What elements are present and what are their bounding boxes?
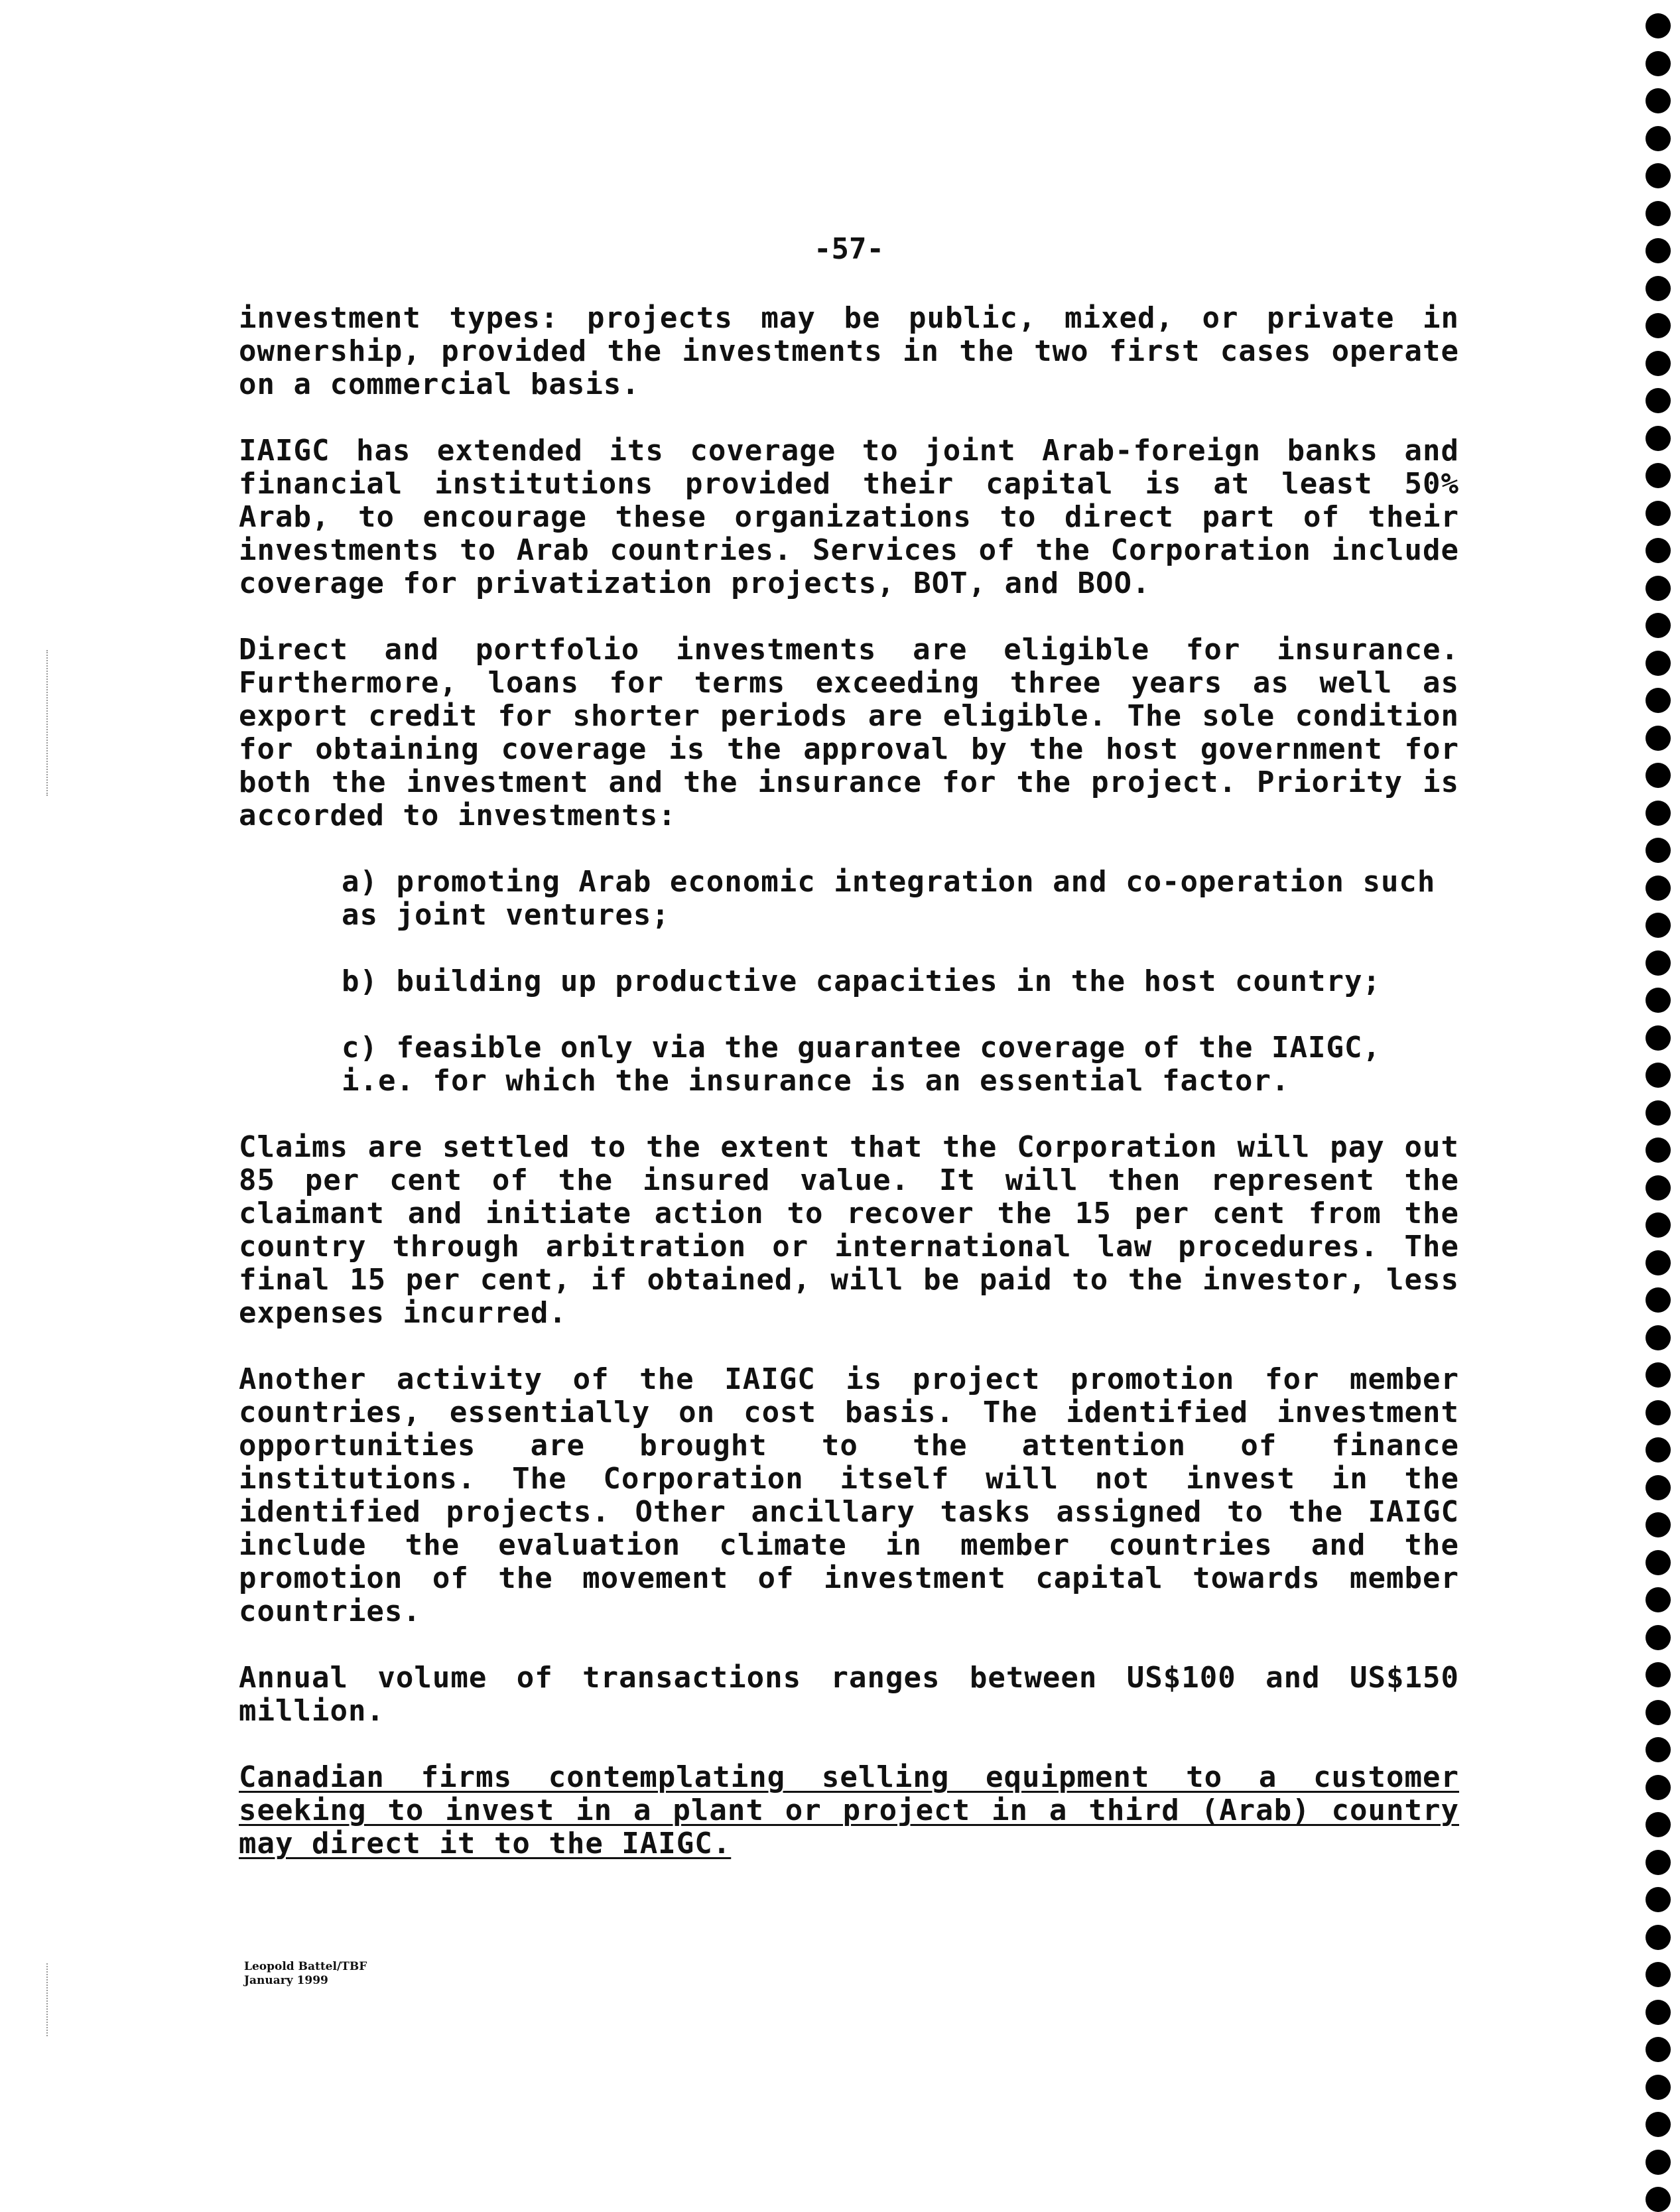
binding-hole [1646,651,1671,676]
binding-hole [1646,726,1671,751]
list-item-b: b) building up productive capacities in the host country; [342,964,1381,998]
footer-author: Leopold Battel/TBF [244,1960,367,1973]
binding-hole [1646,988,1671,1013]
binding-hole [1646,2150,1671,2175]
binding-hole [1646,1775,1671,1800]
binding-hole [1646,501,1671,526]
binding-hole [1646,1812,1671,1837]
binding-hole [1646,2187,1671,2212]
binding-hole [1646,276,1671,301]
binding-hole [1646,763,1671,788]
binding-hole [1646,801,1671,826]
scan-artifact-left-lower [46,1963,52,2036]
document-body [239,302,1459,1894]
binding-hole [1646,1512,1671,1537]
list-item-c: c) feasible only via the guarantee coverage of the IAIGC, i.e. for which the insurance is an essential factor. [342,1031,1381,1098]
binding-hole [1646,1400,1671,1425]
binding-hole [1646,1550,1671,1575]
paragraph-investment-types: investment types: projects may be public, mixed, or private in ownership, provided the investments in the two first cases operate on a commercial basis. [239,301,1459,401]
binding-hole [1646,2000,1671,2025]
binding-hole [1646,351,1671,376]
binding-hole [1646,1175,1671,1201]
binding-hole [1646,1625,1671,1650]
binding-hole [1646,388,1671,413]
binding-hole [1646,1025,1671,1051]
binding-hole [1646,2112,1671,2137]
binding-hole [1646,426,1671,451]
binding-hole [1646,1212,1671,1238]
binding-hole [1646,1362,1671,1388]
binding-hole [1646,1587,1671,1612]
binding-hole [1646,463,1671,488]
paragraph-claims: Claims are settled to the extent that the Corporation will pay out 85 per cent of the insured value. It will then represent the claimant and initiate action to recover the 15 per cent from the country through arbitration or international law procedures. The final 15 per cent, if obtained, will be paid to the investor, less expenses incurred. [239,1130,1459,1330]
binding-hole [1646,313,1671,338]
binding-hole [1646,88,1671,113]
binding-hole [1646,876,1671,901]
binding-hole [1646,238,1671,263]
binding-hole [1646,2075,1671,2100]
binding-hole [1646,538,1671,563]
binding-hole [1646,1287,1671,1313]
binding-hole [1646,576,1671,601]
paragraph-project-promotion: Another activity of the IAIGC is project promotion for member countries, essentially on cost basis. The identified investment opportunities are brought to the attention of finance institutions. The Corporation itself will not invest in the identified projects. Other ancillary tasks assigned to the IAIGC include the evaluation climate in member countries and the promotion of the movement of investment capital towards member countries. [239,1362,1459,1628]
paragraph-coverage-extension: IAIGC has extended its coverage to joint Arab-foreign banks and financial institutions provided their capital is at least 50% Arab, to encourage these organizations to direct part of their investments to Arab countries. Services of the Corporation include coverage for privatization projects, BOT, and BOO. [239,434,1459,600]
binding-hole [1646,1887,1671,1912]
scan-artifact-left [46,650,52,796]
footer [244,1960,367,1988]
paragraph-canadian-firms: Canadian firms contemplating selling equipment to a customer seeking to invest in a plant or project in a third (Arab) country may direct it to the IAIGC. [239,1760,1459,1860]
binding-hole [1646,163,1671,188]
binding-hole [1646,1325,1671,1350]
binding-hole [1646,2037,1671,2062]
binding-hole [1646,688,1671,713]
binding-hole [1646,950,1671,976]
binding-hole [1646,1662,1671,1687]
footer-date: January 1999 [244,1974,328,1987]
binding-hole [1646,1700,1671,1725]
binding-hole [1646,1138,1671,1163]
paragraph-eligibility: Direct and portfolio investments are eligible for insurance. Furthermore, loans for terms exceeding three years as well as export credit for shorter periods are eligible. The sole condition for obtaining coverage is the approval by the host government for both the investment and the insurance for the project. Priority is accorded to investments: [239,633,1459,832]
binding-hole [1646,126,1671,151]
binding-hole [1646,51,1671,76]
binding-hole [1646,913,1671,938]
binding-hole [1646,1250,1671,1275]
binding-hole [1646,1737,1671,1762]
binding-hole [1646,1437,1671,1463]
binding-hole [1646,13,1671,38]
binding-hole [1646,1100,1671,1126]
binding-hole [1646,1063,1671,1088]
page-number: -57- [814,232,884,266]
binding-hole [1646,1925,1671,1950]
binding-hole [1646,201,1671,226]
binding-holes-strip [1634,0,1680,2208]
binding-hole [1646,1475,1671,1500]
binding-hole [1646,1962,1671,1987]
paragraph-annual-volume: Annual volume of transactions ranges between US$100 and US$150 million. [239,1661,1459,1728]
binding-hole [1646,838,1671,863]
binding-hole [1646,1850,1671,1875]
list-item-a: a) promoting Arab economic integration and co-operation such as joint ventures; [342,865,1436,932]
binding-hole [1646,613,1671,638]
